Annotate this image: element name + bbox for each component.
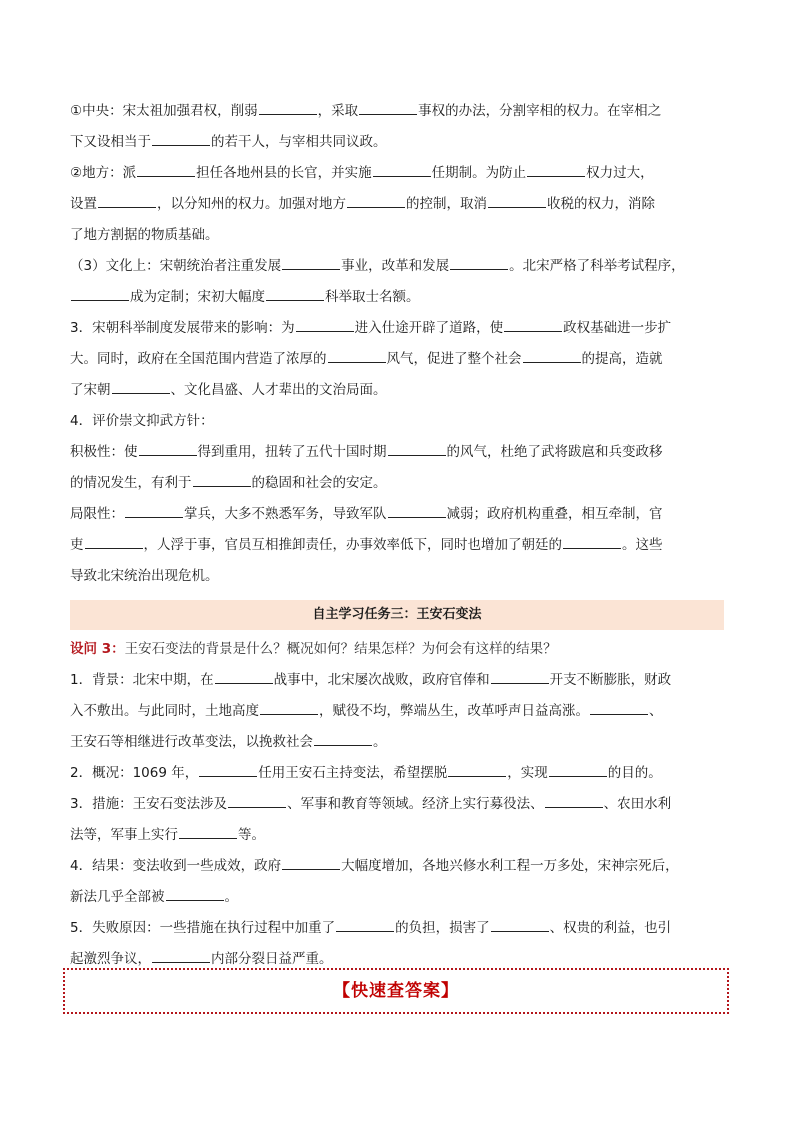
question-label: 设问 3： xyxy=(70,641,125,657)
text-line: ②地方：派 担任各地州县的长官，并实施 任期制。为防止 权力过大， xyxy=(70,165,654,181)
section-part1 xyxy=(70,96,724,592)
text-line: 积极性：使 得到重用，扭转了五代十国时期 的风气，杜绝了武将跋扈和兵变政移 xyxy=(70,444,663,460)
fill-in-blank[interactable] xyxy=(179,826,237,839)
fill-in-blank[interactable] xyxy=(491,919,549,932)
answer-box-label[interactable]: 【快速查答案】 xyxy=(333,981,459,1001)
fill-in-blank[interactable] xyxy=(137,164,195,177)
fill-in-blank[interactable] xyxy=(259,102,317,115)
fill-in-blank[interactable] xyxy=(590,702,648,715)
text-line: 局限性： 掌兵，大多不熟悉军务，导致军队 减弱；政府机构重叠，相互牵制，官 xyxy=(70,506,663,522)
fill-in-blank[interactable] xyxy=(266,288,324,301)
text-line: 吏 ，人浮于事，官员互相推卸责任，办事效率低下，同时也增加了朝廷的 。这些 xyxy=(70,537,663,553)
text-line: 大。同时，政府在全国范围内营造了浓厚的 风气，促进了整个社会 的提高，造就 xyxy=(70,351,663,367)
fill-in-blank[interactable] xyxy=(523,350,581,363)
fill-in-blank[interactable] xyxy=(199,764,257,777)
answer-box[interactable] xyxy=(63,968,729,1014)
fill-in-blank[interactable] xyxy=(296,319,354,332)
fill-in-blank[interactable] xyxy=(545,795,603,808)
text-line: 3．措施：王安石变法涉及 、军事和教育等领域。经济上实行募役法、 、农田水利 xyxy=(70,796,672,812)
text-line: 入不敷出。与此同时，土地高度 ，赋役不均，弊端丛生，改革呼声日益高涨。 、 xyxy=(70,703,663,719)
fill-in-blank[interactable] xyxy=(152,133,210,146)
fill-in-blank[interactable] xyxy=(388,505,446,518)
fill-in-blank[interactable] xyxy=(152,950,210,963)
text-line: 王安石等相继进行改革变法，以挽救社会 。 xyxy=(70,734,387,750)
text-line: 成为定制；宋初大幅度 科举取士名额。 xyxy=(70,282,724,313)
fill-in-blank[interactable] xyxy=(328,350,386,363)
text-line: 新法几乎全部被 。 xyxy=(70,889,238,905)
fill-in-blank[interactable] xyxy=(527,164,585,177)
text-line: （3）文化上：宋朝统治者注重发展 事业，改革和发展 。北宋严格了科举考试程序， xyxy=(70,258,685,274)
fill-in-blank[interactable] xyxy=(71,288,129,301)
text-line: 了地方割据的物质基础。 xyxy=(70,227,219,243)
text-line: 4．结果：变法收到一些成效，政府 大幅度增加，各地兴修水利工程一万多处，宋神宗死后， xyxy=(70,858,679,874)
fill-in-blank[interactable] xyxy=(549,764,607,777)
worksheet-body xyxy=(70,96,724,975)
text-line: 导致北宋统治出现危机。 xyxy=(70,568,219,584)
fill-in-blank[interactable] xyxy=(282,257,340,270)
text-line: 了宋朝 、文化昌盛、人才辈出的文治局面。 xyxy=(70,382,387,398)
fill-in-blank[interactable] xyxy=(112,381,170,394)
text-line: 3．宋朝科举制度发展带来的影响：为 进入仕途开辟了道路，使 政权基础进一步扩 xyxy=(70,320,672,336)
fill-in-blank[interactable] xyxy=(450,257,508,270)
fill-in-blank[interactable] xyxy=(282,857,340,870)
fill-in-blank[interactable] xyxy=(359,102,417,115)
text-line: ①中央：宋太祖加强君权，削弱 ，采取 事权的办法，分割宰相的权力。在宰相之 xyxy=(70,103,662,119)
fill-in-blank[interactable] xyxy=(314,733,372,746)
fill-in-blank[interactable] xyxy=(373,164,431,177)
fill-in-blank[interactable] xyxy=(85,536,143,549)
fill-in-blank[interactable] xyxy=(139,443,197,456)
fill-in-blank[interactable] xyxy=(228,795,286,808)
fill-in-blank[interactable] xyxy=(504,319,562,332)
question-text: 王安石变法的背景是什么？概况如何？结果怎样？为何会有这样的结果？ xyxy=(124,641,557,657)
fill-in-blank[interactable] xyxy=(488,195,546,208)
text-line: 1．背景：北宋中期，在 战事中，北宋屡次战败，政府官俸和 开支不断膨胀，财政 xyxy=(70,672,672,688)
text-line: 4．评价崇文抑武方针： xyxy=(70,413,214,429)
fill-in-blank[interactable] xyxy=(388,443,446,456)
section-part2 xyxy=(70,665,724,975)
text-line: 5．失败原因：一些措施在执行过程中加重了 的负担，损害了 、权贵的利益，也引 xyxy=(70,920,672,936)
fill-in-blank[interactable] xyxy=(193,474,251,487)
fill-in-blank[interactable] xyxy=(491,671,549,684)
text-line: 下又设相当于 的若干人，与宰相共同议政。 xyxy=(70,134,387,150)
fill-in-blank[interactable] xyxy=(347,195,405,208)
fill-in-blank[interactable] xyxy=(448,764,506,777)
question-line xyxy=(70,634,724,665)
fill-in-blank[interactable] xyxy=(260,702,318,715)
fill-in-blank[interactable] xyxy=(215,671,273,684)
text-line: 的情况发生，有利于 的稳固和社会的安定。 xyxy=(70,475,387,491)
task-banner: 自主学习任务三：王安石变法 xyxy=(70,600,724,630)
fill-in-blank[interactable] xyxy=(166,888,224,901)
fill-in-blank[interactable] xyxy=(336,919,394,932)
text-line: 2．概况：1069 年， 任用王安石主持变法，希望摆脱 ，实现 的目的。 xyxy=(70,765,662,781)
fill-in-blank[interactable] xyxy=(98,195,156,208)
fill-in-blank[interactable] xyxy=(563,536,621,549)
text-line: 起激烈争议， 内部分裂日益严重。 xyxy=(70,951,333,967)
text-line: 法等，军事上实行 等。 xyxy=(70,827,265,843)
text-line: 设置 ，以分知州的权力。加强对地方 的控制，取消 收税的权力，消除 xyxy=(70,196,655,212)
fill-in-blank[interactable] xyxy=(125,505,183,518)
